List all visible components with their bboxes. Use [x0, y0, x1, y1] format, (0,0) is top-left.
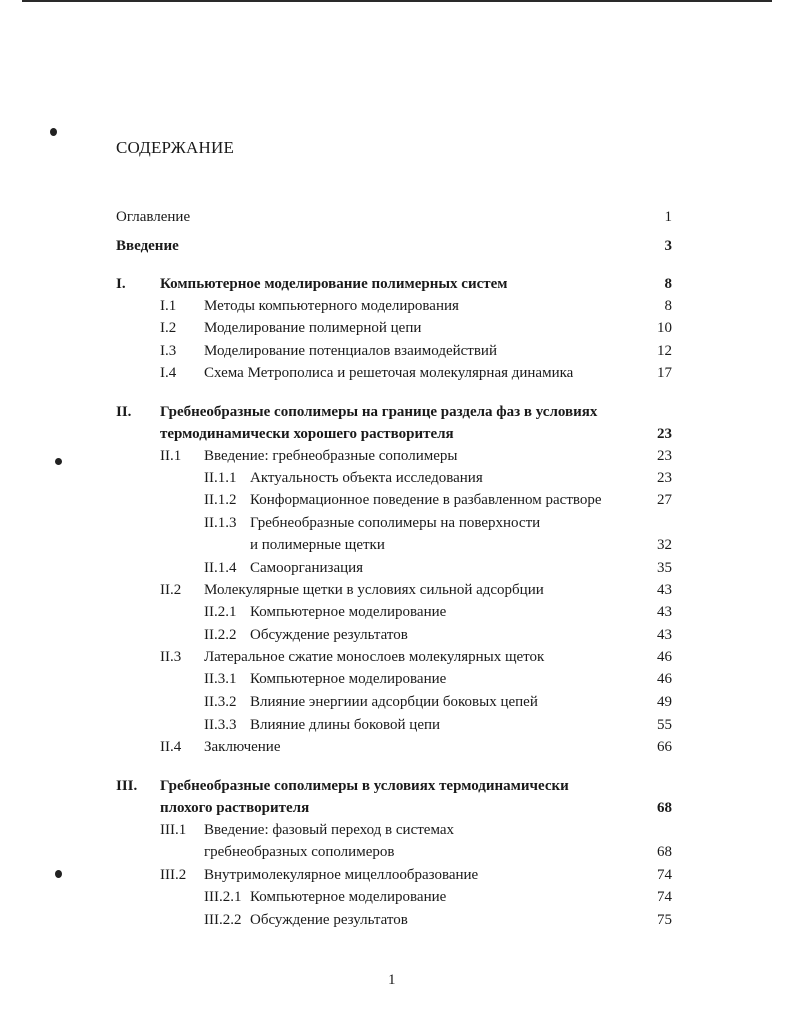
toc-entry	[0, 886, 796, 908]
toc-entry	[0, 841, 796, 863]
toc-entry-page: 3	[664, 238, 672, 254]
toc-entry-page: 32	[657, 537, 672, 553]
toc-entry-number: II.2	[160, 582, 182, 598]
toc-entry	[0, 362, 796, 384]
toc-entry	[0, 273, 796, 295]
toc-entry-title: Компьютерное моделирование	[250, 671, 447, 687]
toc-entry-page: 74	[657, 867, 672, 883]
toc-entry-title: Латеральное сжатие монослоев молекулярных щеток	[204, 649, 545, 665]
toc-entry-title: Моделирование полимерной цепи	[204, 320, 422, 336]
toc-entry	[0, 235, 796, 257]
page-title: СОДЕРЖАНИЕ	[116, 138, 235, 157]
toc-entry	[0, 206, 796, 228]
toc-entry	[0, 909, 796, 931]
toc-entry	[0, 864, 796, 886]
toc-entry	[0, 317, 796, 339]
toc-entry-number: II.	[116, 404, 132, 420]
toc-entry	[0, 534, 796, 556]
toc-entry	[0, 295, 796, 317]
toc-entry-title: гребнеобразных сополимеров	[204, 844, 395, 860]
toc-entry-title: Оглавление	[116, 209, 191, 225]
toc-entry-title: и полимерные щетки	[250, 537, 385, 553]
toc-entry-number: III.2.2	[204, 912, 242, 928]
toc-entry-page: 17	[657, 365, 672, 381]
toc-entry-number: III.2	[160, 867, 187, 883]
page-number: 1	[388, 972, 396, 988]
toc-entry-number: II.1.1	[204, 470, 237, 486]
toc-entry-number: I.3	[160, 343, 177, 359]
toc-entry-title: Схема Метрополиса и решеточая молекулярная динамика	[204, 365, 574, 381]
toc-entry-number: I.1	[160, 298, 177, 314]
toc-entry-title: Методы компьютерного моделирования	[204, 298, 459, 314]
toc-entry-title: Гребнеобразные сополимеры на поверхности	[250, 515, 541, 531]
toc-entry	[0, 646, 796, 668]
toc-entry-title: Введение: гребнеобразные сополимеры	[204, 448, 458, 464]
toc-entry-title: плохого растворителя	[160, 800, 310, 816]
toc-entry-page: 74	[657, 889, 672, 905]
toc-entry	[0, 819, 796, 841]
toc-entry-title: Внутримолекулярное мицеллообразование	[204, 867, 479, 883]
toc-entry-page: 8	[664, 298, 672, 314]
toc-entry-title: термодинамически хорошего растворителя	[160, 426, 454, 442]
toc-entry-page: 1	[664, 209, 672, 225]
toc-entry-title: Гребнеобразные сополимеры на границе раздела фаз в условиях	[160, 404, 598, 420]
toc-entry-page: 55	[657, 717, 672, 733]
toc-entry-number: II.1.3	[204, 515, 237, 531]
toc-entry-title: Актуальность объекта исследования	[250, 470, 483, 486]
toc-entry-number: II.3	[160, 649, 182, 665]
toc-entry	[0, 691, 796, 713]
toc-entry-page: 75	[657, 912, 672, 928]
toc-entry-number: III.2.1	[204, 889, 242, 905]
toc-entry	[0, 736, 796, 758]
toc-entry	[0, 775, 796, 797]
toc-entry-number: I.	[116, 276, 126, 292]
toc-entry-title: Молекулярные щетки в условиях сильной адсорбции	[204, 582, 544, 598]
toc-entry-page: 66	[657, 739, 672, 755]
toc-entry-page: 68	[657, 844, 672, 860]
toc-entry-title: Моделирование потенциалов взаимодействий	[204, 343, 497, 359]
toc-entry-number: II.3.2	[204, 694, 237, 710]
toc-entry	[0, 797, 796, 819]
toc-entry-page: 27	[657, 492, 672, 508]
toc-entry-title: Введение	[116, 238, 179, 254]
toc-entry	[0, 467, 796, 489]
toc-entry	[0, 624, 796, 646]
toc-entry-page: 68	[657, 800, 672, 816]
toc-entry-page: 35	[657, 560, 672, 576]
toc-entry	[0, 489, 796, 511]
toc-entry-page: 23	[657, 448, 672, 464]
toc-entry-page: 43	[657, 582, 672, 598]
toc-entry-title: Самоорганизация	[250, 560, 364, 576]
toc-entry-title: Влияние энергиии адсорбции боковых цепей	[250, 694, 538, 710]
toc-entry-number: II.1	[160, 448, 182, 464]
toc-entry	[0, 714, 796, 736]
toc-entry	[0, 401, 796, 423]
toc-entry	[0, 445, 796, 467]
toc-entry-title: Заключение	[204, 739, 281, 755]
toc-entry-title: Гребнеобразные сополимеры в условиях термодинамически	[160, 778, 569, 794]
toc-entry-page: 10	[657, 320, 672, 336]
toc-entry-page: 23	[657, 470, 672, 486]
toc-entry-number: I.4	[160, 365, 177, 381]
toc-entry-title: Обсуждение результатов	[250, 627, 408, 643]
toc-entry-title: Конформационное поведение в разбавленном растворе	[250, 492, 602, 508]
toc-entry-title: Компьютерное моделирование	[250, 889, 447, 905]
toc-entry-title: Компьютерное моделирование	[250, 604, 447, 620]
toc-entry-number: II.4	[160, 739, 182, 755]
toc-entry-page: 49	[657, 694, 672, 710]
toc-entry-page: 46	[657, 671, 672, 687]
toc-entry-page: 43	[657, 604, 672, 620]
toc-entry-number: II.2.1	[204, 604, 237, 620]
toc-entry	[0, 340, 796, 362]
toc-entry-title: Влияние длины боковой цепи	[250, 717, 441, 733]
toc-entry-number: I.2	[160, 320, 177, 336]
toc-entry-title: Компьютерное моделирование полимерных систем	[160, 276, 508, 292]
toc-entry	[0, 668, 796, 690]
toc-entry	[0, 579, 796, 601]
toc-entry-number: II.3.3	[204, 717, 237, 733]
toc-entry-page: 12	[657, 343, 672, 359]
toc-entry-title: Обсуждение результатов	[250, 912, 408, 928]
toc-entry-number: III.1	[160, 822, 187, 838]
toc-entry-number: II.1.2	[204, 492, 237, 508]
toc-entry-title: Введение: фазовый переход в системах	[204, 822, 454, 838]
toc-entry-page: 46	[657, 649, 672, 665]
toc-entry-page: 23	[657, 426, 672, 442]
toc-entry-number: II.3.1	[204, 671, 237, 687]
toc-entry-number: II.2.2	[204, 627, 237, 643]
toc-entry-page: 43	[657, 627, 672, 643]
top-rule	[22, 0, 772, 2]
toc-entry-page: 8	[664, 276, 672, 292]
toc-entry-number: II.1.4	[204, 560, 237, 576]
toc-entry-number: III.	[116, 778, 138, 794]
toc-entry	[0, 512, 796, 534]
toc-entry	[0, 601, 796, 623]
scan-speck	[50, 128, 57, 136]
toc-entry	[0, 423, 796, 445]
toc-entry	[0, 557, 796, 579]
